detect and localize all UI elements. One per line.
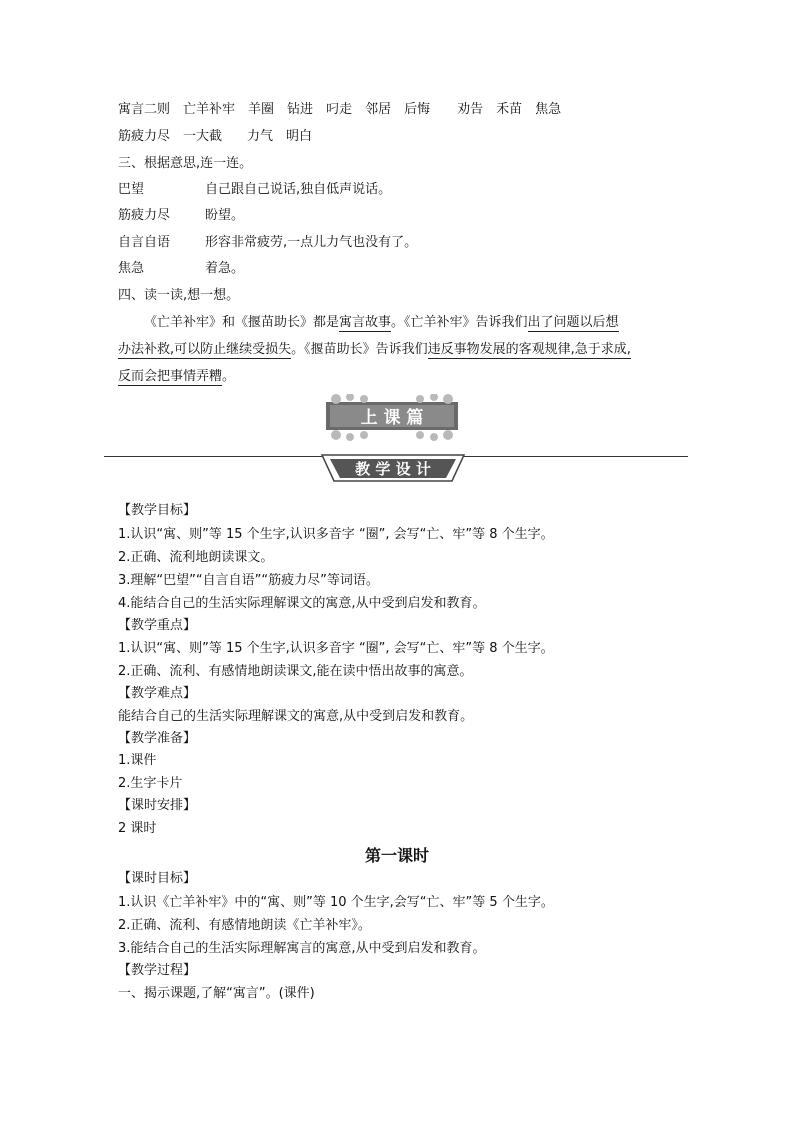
prep-item: 2.生字卡片 xyxy=(118,776,183,791)
vocab-word: 明白 xyxy=(286,129,313,144)
lesson-goal-item: 3.能结合自己的生活实际理解寓言的寓意,从中受到启发和教育。 xyxy=(118,941,486,956)
goal-item: 3.理解“巴望”“自言自语”“筋疲力尽”等词语。 xyxy=(118,573,379,588)
vocab-word: 邻居 xyxy=(365,102,392,117)
time-heading: 【课时安排】 xyxy=(118,798,197,813)
answer-underline: 办法补救,可以防止继续受损失 xyxy=(118,342,292,357)
answer-text: 。《亡羊补牢》告诉我们 xyxy=(391,315,528,330)
section4-heading: 四、读一读,想一想。 xyxy=(118,288,240,303)
match-word: 自言自语 xyxy=(118,235,171,250)
lesson-goal-heading: 【课时目标】 xyxy=(118,871,197,886)
goal-heading: 【教学目标】 xyxy=(118,503,197,518)
vocab-word: 禾苗 xyxy=(496,102,523,117)
match-row xyxy=(118,234,418,252)
vocab-row-1 xyxy=(118,101,561,119)
prep-heading: 【教学准备】 xyxy=(118,731,197,746)
goal-item: 2.正确、流利地朗读课文。 xyxy=(118,550,274,565)
process-heading: 【教学过程】 xyxy=(118,963,197,978)
answer-paragraph-line-1 xyxy=(144,314,619,332)
vocab-word: 叼走 xyxy=(326,102,353,117)
answer-underline: 违反事物发展的客观规律,急于求成, xyxy=(427,342,631,357)
key-item: 1.认识“寓、则”等 15 个生字,认识多音字 “圈”, 会写“亡、牢”等 8 个生字。 xyxy=(118,641,554,656)
banner-subtitle: 教 学 设 计 xyxy=(355,460,431,478)
section3-heading: 三、根据意思,连一连。 xyxy=(118,156,253,171)
answer-text: 。 xyxy=(222,369,236,384)
vocab-word: 羊圈 xyxy=(248,102,275,117)
vocab-word: 劝告 xyxy=(457,102,484,117)
match-word: 焦急 xyxy=(118,261,145,276)
lesson-goal-item: 2.正确、流利、有感情地朗读《亡羊补牢》。 xyxy=(118,918,371,933)
difficulty-text: 能结合自己的生活实际理解课文的寓意,从中受到启发和教育。 xyxy=(118,709,474,724)
match-row xyxy=(118,260,245,278)
answer-text: 《亡羊补牢》和《揠苗助长》都是 xyxy=(144,315,340,330)
class-section-banner xyxy=(324,394,460,442)
vocab-word: 力气 xyxy=(247,129,274,144)
vocab-word: 钻进 xyxy=(287,102,314,117)
answer-underline: 反而会把事情弄糟 xyxy=(118,369,223,384)
vocab-word: 筋疲力尽 xyxy=(118,129,171,144)
time-text: 2 课时 xyxy=(118,821,157,836)
answer-underline: 出了问题以后想 xyxy=(527,315,619,330)
vocab-word: 一大截 xyxy=(183,129,223,144)
match-meaning: 自己跟自己说话,独自低声说话。 xyxy=(205,182,392,197)
vocab-word: 后悔 xyxy=(404,102,431,117)
match-row xyxy=(118,181,392,199)
process-step: 一、揭示课题,了解“寓言”。(课件) xyxy=(118,986,315,1001)
vocab-word: 焦急 xyxy=(535,102,562,117)
answer-paragraph-line-2 xyxy=(118,341,631,359)
vocab-word: 亡羊补牢 xyxy=(183,102,236,117)
match-meaning: 形容非常疲劳,一点儿力气也没有了。 xyxy=(205,235,418,250)
lesson-goal-item: 1.认识《亡羊补牢》中的“寓、则”等 10 个生字,会写“亡、牢”等 5 个生字。 xyxy=(118,895,554,910)
match-row xyxy=(118,207,245,225)
goal-item: 4.能结合自己的生活实际理解课文的寓意,从中受到启发和教育。 xyxy=(118,596,486,611)
answer-paragraph-line-3 xyxy=(118,368,235,386)
difficulty-heading: 【教学难点】 xyxy=(118,686,197,701)
prep-item: 1.课件 xyxy=(118,753,157,768)
key-heading: 【教学重点】 xyxy=(118,618,197,633)
match-meaning: 盼望。 xyxy=(205,208,245,223)
match-meaning: 着急。 xyxy=(205,261,245,276)
vocab-row-2 xyxy=(118,128,312,146)
match-word: 巴望 xyxy=(118,182,145,197)
teaching-design-banner xyxy=(318,447,468,483)
banner-title: 上 课 篇 xyxy=(360,408,424,428)
match-word: 筋疲力尽 xyxy=(118,208,171,223)
answer-text: 。《揠苗助长》告诉我们 xyxy=(291,342,428,357)
key-item: 2.正确、流利、有感情地朗读课文,能在读中悟出故事的寓意。 xyxy=(118,664,473,679)
vocab-word: 寓言二则 xyxy=(118,102,171,117)
answer-underline: 寓言故事 xyxy=(339,315,392,330)
lesson-title: 第一课时 xyxy=(364,846,429,865)
goal-item: 1.认识“寓、则”等 15 个生字,认识多音字 “圈”, 会写“亡、牢”等 8 个生字。 xyxy=(118,527,554,542)
